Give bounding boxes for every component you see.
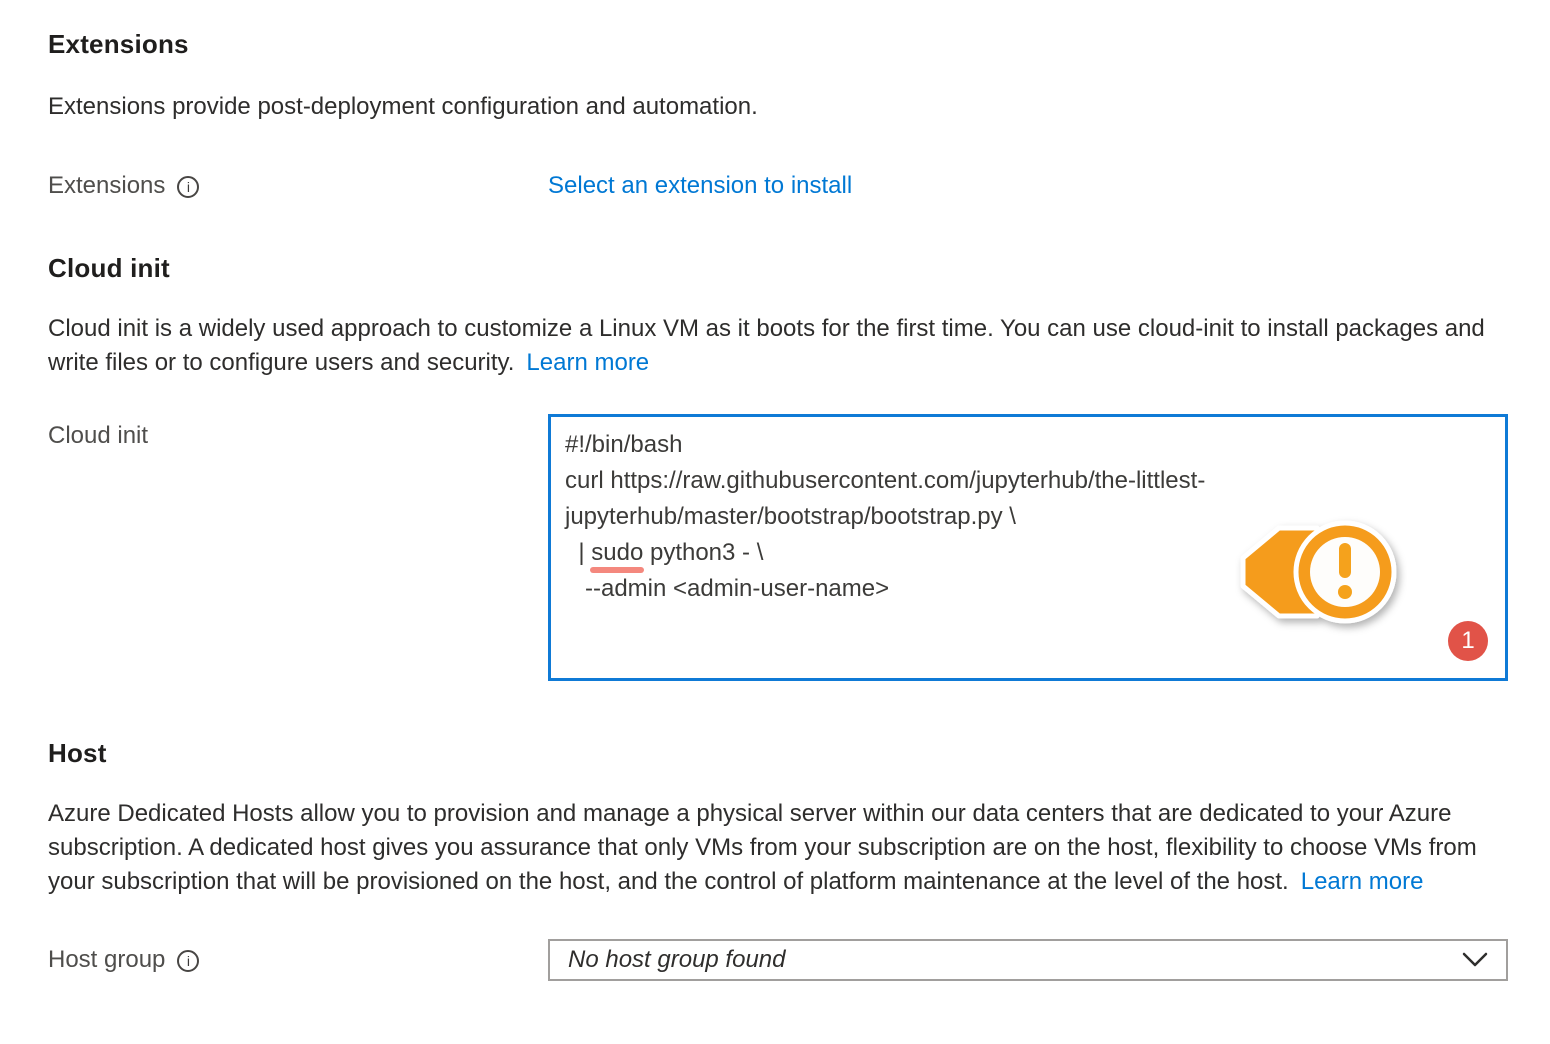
info-icon[interactable]: i bbox=[177, 950, 199, 972]
code-line: #!/bin/bash bbox=[565, 431, 683, 458]
host-learn-more-link[interactable]: Learn more bbox=[1300, 868, 1424, 895]
host-description-text: Azure Dedicated Hosts allow you to provision and manage a physical server within our data centers that are dedicated to your Azure subscription. A dedicated host gives you assurance that only VMs from your subscription are on the host, flexibility to choose VMs from your subscription that will be provisioned on the host, and the control of platform maintenance at the level of the host. bbox=[48, 800, 1477, 895]
annotation-step-badge: 1 bbox=[1448, 621, 1488, 661]
cloud-init-description bbox=[48, 312, 1496, 380]
host-group-label-text: Host group bbox=[48, 946, 166, 973]
cloud-init-script-textarea[interactable] bbox=[548, 414, 1508, 681]
select-extension-link[interactable]: Select an extension to install bbox=[548, 172, 853, 199]
cloud-init-field-row bbox=[48, 414, 1508, 681]
extensions-description: Extensions provide post-deployment configuration and automation. bbox=[48, 93, 758, 120]
host-section-title: Host bbox=[48, 738, 107, 768]
cloud-init-description-text: Cloud init is a widely used approach to customize a Linux VM as it boots for the first time. You can use cloud-init to install packages and write files or to configure users and security. bbox=[48, 315, 1485, 376]
extensions-section-title: Extensions bbox=[48, 29, 189, 59]
code-segment: python3 - \ bbox=[643, 539, 764, 566]
cloud-init-section bbox=[48, 254, 1508, 681]
cloud-init-label-text: Cloud init bbox=[48, 422, 149, 449]
host-description bbox=[48, 797, 1496, 899]
sudo-spellcheck-highlight: sudo bbox=[591, 535, 643, 571]
info-icon[interactable]: i bbox=[177, 176, 199, 198]
code-line: curl https://raw.githubusercontent.com/jupyterhub/the-littlest- bbox=[565, 467, 1206, 494]
extensions-field-label bbox=[48, 168, 548, 200]
host-group-dropdown-value: No host group found bbox=[568, 946, 786, 973]
extensions-label-text: Extensions bbox=[48, 172, 166, 199]
cloud-init-field-label bbox=[48, 414, 548, 450]
code-line: --admin <admin-user-name> bbox=[565, 575, 890, 602]
host-group-field-row bbox=[48, 939, 1508, 981]
extensions-field-row bbox=[48, 168, 1508, 200]
code-line bbox=[565, 535, 1491, 571]
code-segment: | bbox=[565, 539, 592, 566]
host-group-dropdown[interactable] bbox=[548, 939, 1508, 981]
cloud-init-learn-more-link[interactable]: Learn more bbox=[526, 349, 650, 376]
extensions-section bbox=[48, 30, 1508, 200]
host-group-field-label bbox=[48, 939, 548, 974]
chevron-down-icon bbox=[1462, 952, 1488, 968]
code-line: jupyterhub/master/bootstrap/bootstrap.py \ bbox=[565, 503, 1016, 530]
host-section bbox=[48, 739, 1508, 981]
cloud-init-section-title: Cloud init bbox=[48, 253, 170, 283]
